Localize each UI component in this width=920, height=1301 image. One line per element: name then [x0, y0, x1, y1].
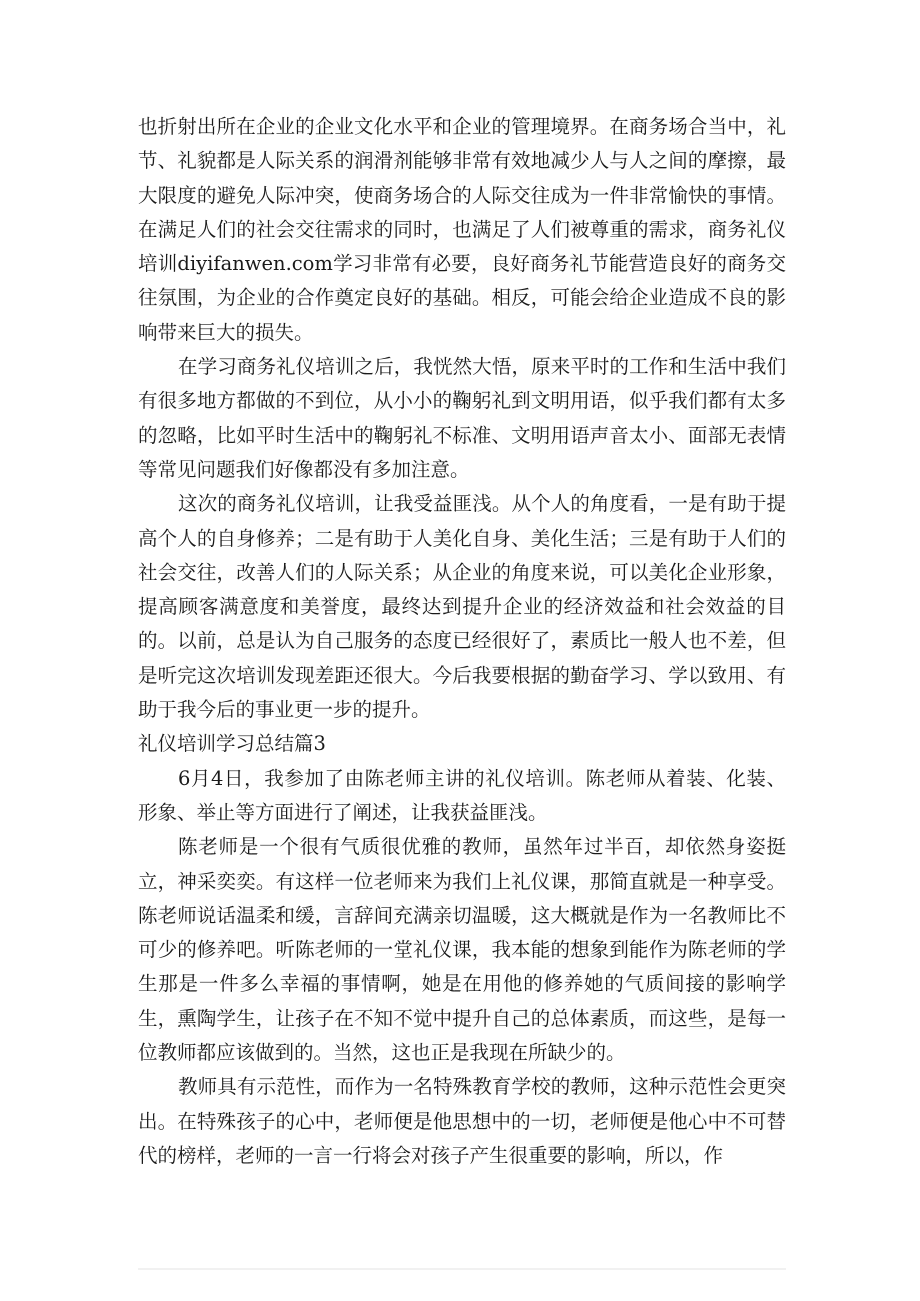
paragraph: 6月4日，我参加了由陈老师主讲的礼仪培训。陈老师从着装、化装、形象、举止等方面进行了阐述，让我获益匪浅。 [138, 766, 786, 824]
paragraph: 这次的商务礼仪培训，让我受益匪浅。从个人的角度看，一是有助于提高个人的自身修养；二是有助于人美化自身、美化生活；三是有助于人们的社会交往，改善人们的人际关系；从企业的角度来说，可以美化企业形象，提高顾客满意度和美誉度，最终达到提升企业的经济效益和社会效益的目的。以前，总是认为自己服务的态度已经很好了，素质比一般人也不差，但是听完这次培训发现差距还很大。今后我要根据的勤奋学习、学以致用、有助于我今后的事业更一步的提升。 [138, 492, 786, 722]
paragraph: 陈老师是一个很有气质很优雅的教师，虽然年过半百，却依然身姿挺立，神采奕奕。有这样一位老师来为我们上礼仪课，那简直就是一种享受。陈老师说话温柔和缓，言辞间充满亲切温暖，这大概就是作为一名教师比不可少的修养吧。听陈老师的一堂礼仪课，我本能的想象到能作为陈老师的学生那是一件多么幸福的事情啊，她是在用他的修养她的气质间接的影响学生，熏陶学生，让孩子在不知不觉中提升自己的总体素质，而这些，是每一位教师都应该做到的。当然，这也正是我现在所缺少的。 [138, 835, 786, 1065]
paragraph: 也折射出所在企业的企业文化水平和企业的管理境界。在商务场合当中，礼节、礼貌都是人际关系的润滑剂能够非常有效地减少人与人之间的摩擦，最大限度的避免人际冲突，使商务场合的人际交往成为一件非常愉快的事情。在满足人们的社会交往需求的同时，也满足了人们被尊重的需求，商务礼仪培训diyifanwen.com学习非常有必要，良好商务礼节能营造良好的商务交往氛围，为企业的合作奠定良好的基础。相反，可能会给企业造成不良的影响带来巨大的损失。 [138, 115, 786, 344]
section-heading: 礼仪培训学习总结篇3 [138, 732, 326, 756]
paragraph: 教师具有示范性，而作为一名特殊教育学校的教师，这种示范性会更突出。在特殊孩子的心中，老师便是他思想中的一切，老师便是他心中不可替代的榜样，老师的一言一行将会对孩子产生很重要的影响，所以，作 [138, 1075, 786, 1167]
document-page [138, 110, 786, 1173]
paragraph: 在学习商务礼仪培训之后，我恍然大悟，原来平时的工作和生活中我们有很多地方都做的不到位，从小小的鞠躬礼到文明用语，似乎我们都有太多的忽略，比如平时生活中的鞠躬礼不标准、文明用语声音太小、面部无表情等常见问题我们好像都没有多加注意。 [138, 355, 786, 481]
page-footer-divider [138, 1268, 786, 1270]
